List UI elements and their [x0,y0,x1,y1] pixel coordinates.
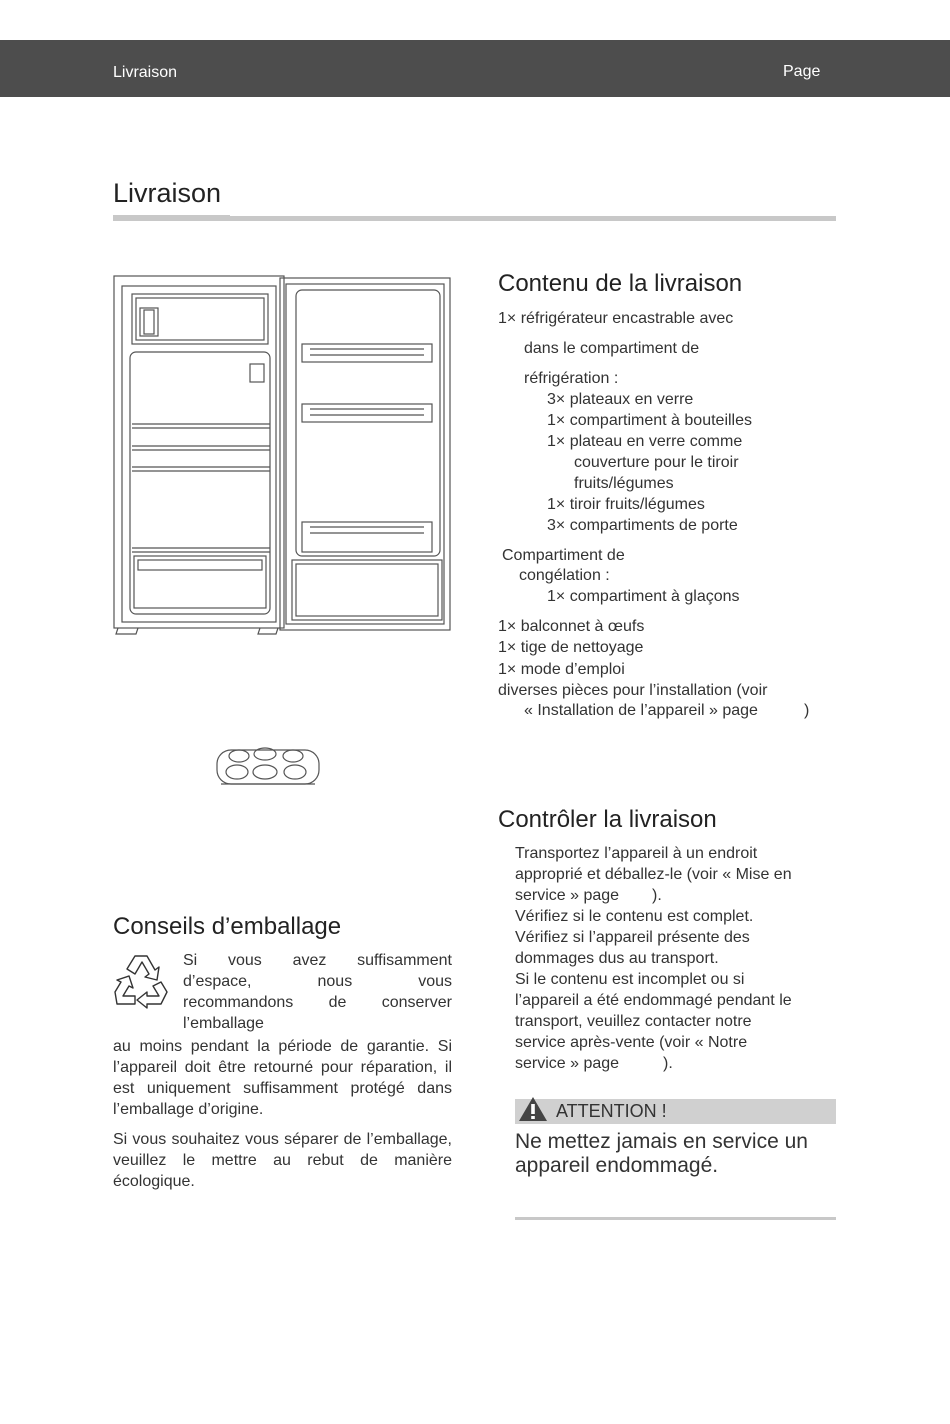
attention-label: ATTENTION ! [556,1101,667,1121]
list-item: 1× tiroir fruits/légumes [547,496,705,513]
list-item: 3× plateaux en verre [547,391,694,408]
list-item: réfrigération : [524,370,619,387]
page-title: Livraison [113,178,222,208]
text-line: service » page [515,1055,620,1072]
attention-rule [515,1217,836,1220]
text-line: ). [663,1055,673,1072]
text-line: Vérifiez si l’appareil présente des [515,929,750,946]
list-item: congélation : [519,567,610,584]
list-item: 1× mode d’emploi [498,661,625,678]
warning-icon [518,1096,548,1122]
recycle-icon [113,952,171,1010]
text-line: Transportez l’appareil à un endroit [515,845,758,862]
text-line: ). [652,887,662,904]
contents-heading: Contenu de la livraison [498,270,743,297]
list-item: 1× compartiment à glaçons [547,588,740,605]
text-line: service » page [515,887,620,904]
packaging-paragraph-1: au moins pendant la période de garantie. Si l’appareil doit être retourné pour réparation, il est uniquement suffisamment protégé dans l’emballage d’origine. [113,1038,452,1118]
packaging-paragraph-2: Si vous souhaitez vous séparer de l’emballage, veuillez le mettre au rebut de manière écologique. [113,1131,452,1190]
packaging-line-4: l’emballage [183,1015,264,1032]
text-line: Vérifiez si le contenu est complet. [515,908,754,925]
list-item: couverture pour le tiroir [574,454,739,471]
fridge-illustration [110,272,455,640]
list-item: 1× compartiment à bouteilles [547,412,752,429]
check-heading: Contrôler la livraison [498,806,717,833]
list-item: fruits/légumes [574,475,674,492]
text-line: transport, veuillez contacter notre [515,1013,752,1030]
packaging-heading: Conseils d’emballage [113,913,342,940]
list-item: ) [804,702,810,719]
text-line: l’appareil a été endommagé pendant le [515,992,792,1009]
list-item: 1× tige de nettoyage [498,639,644,656]
list-item: 3× compartiments de porte [547,517,738,534]
egg-tray-illustration [215,744,321,788]
text-line: service après-vente (voir « Notre [515,1034,748,1051]
attention-text: Ne mettez jamais en service un appareil endommagé. [515,1130,808,1177]
list-item: dans le compartiment de [524,340,700,357]
list-item: 1× réfrigérateur encastrable avec [498,310,734,327]
list-item: « Installation de l’appareil » page [524,702,758,719]
header-page-label: Page [783,63,821,80]
packaging-line-1: Si vous avez suffisamment [183,952,452,969]
packaging-line-3: recommandons de conserver [183,994,452,1011]
text-line: approprié et déballez-le (voir « Mise en [515,866,792,883]
text-line: Si le contenu est incomplet ou si [515,971,745,988]
list-item: Compartiment de [502,547,625,564]
list-item: diverses pièces pour l’installation (voir [498,682,768,699]
list-item: 1× balconnet à œufs [498,618,645,635]
list-item: 1× plateau en verre comme [547,433,743,450]
packaging-line-2: d’espace, nous vous [183,973,452,990]
header-section-title: Livraison [113,64,178,81]
text-line: dommages dus au transport. [515,950,719,967]
